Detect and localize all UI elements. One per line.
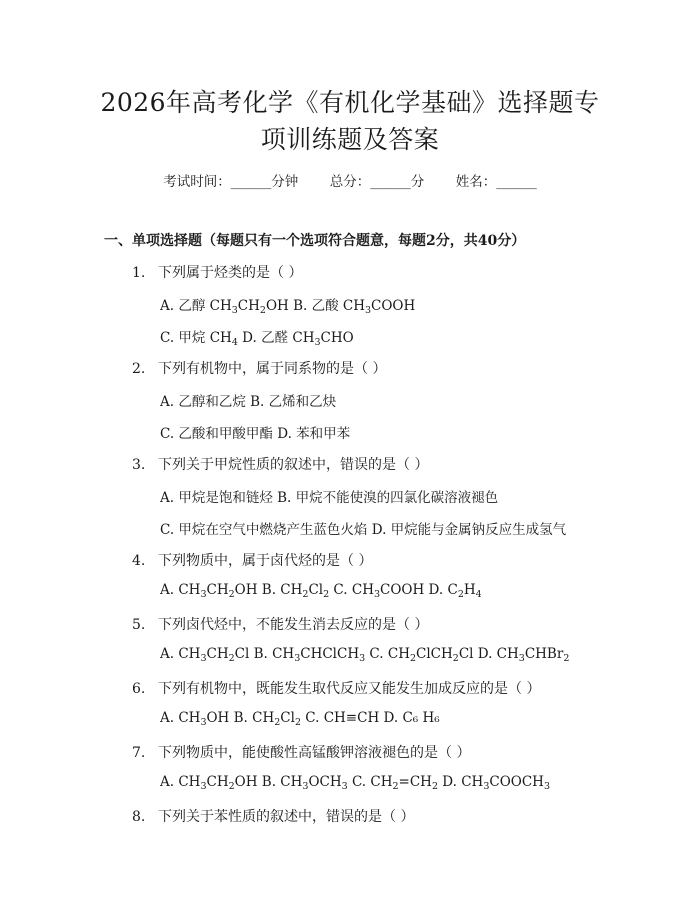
question-1 <box>132 262 302 282</box>
question-5 <box>132 614 428 634</box>
exam-info-line: 考试时间：______分钟 总分：______分 姓名：______ <box>163 174 537 190</box>
question-number: 7. <box>132 745 146 761</box>
question-4-options-row-1: A. $CH_3CH_2OH$ B. $CH_2Cl_2$ C. $CH_3COOH$ D. $C_2H_4$ <box>160 582 482 600</box>
question-number: 1. <box>132 265 146 281</box>
question-7 <box>132 742 470 762</box>
question-stem: 下列物质中，能使酸性高锰酸钾溶液褪色的是（ ） <box>158 745 471 761</box>
question-5-options-row-1: A. $CH_3CH_2Cl$ B. $CH_3CHClCH_3$ C. $CH_2ClCH_2Cl$ D. $CH_3CHBr_2$ <box>160 646 570 664</box>
question-stem: 下列关于苯性质的叙述中，错误的是（ ） <box>158 809 415 825</box>
question-6 <box>132 678 540 698</box>
question-stem: 下列关于甲烷性质的叙述中，错误的是（ ） <box>158 457 429 473</box>
question-3-options-row-2: C. 甲烷在空气中燃烧产生蓝色火焰 D. 甲烷能与金属钠反应生成氢气 <box>160 522 567 538</box>
question-1-options-row-2: C. 甲烷 $CH_4$ D. 乙醛 $CH_3CHO$ <box>160 330 354 348</box>
question-stem: 下列物质中，属于卤代烃的是（ ） <box>158 553 373 569</box>
question-number: 3. <box>132 457 146 473</box>
document-title-line-1: 2026年高考化学《有机化学基础》选择题专 <box>100 88 600 117</box>
question-1-options-row-1: A. 乙醇 $CH_3CH_2OH$ B. 乙酸 $CH_3COOH$ <box>160 298 416 316</box>
question-stem: 下列有机物中，既能发生取代反应又能发生加成反应的是（ ） <box>158 681 541 697</box>
question-stem: 下列属于烃类的是（ ） <box>158 265 303 281</box>
question-number: 8. <box>132 809 146 825</box>
question-3 <box>132 454 428 474</box>
question-number: 5. <box>132 617 146 633</box>
question-stem: 下列卤代烃中，不能发生消去反应的是（ ） <box>158 617 429 633</box>
question-3-options-row-1: A. 甲烷是饱和链烃 B. 甲烷不能使溴的四氯化碳溶液褪色 <box>160 490 499 506</box>
question-7-options-row-1: A. $CH_3CH_2OH$ B. $CH_3OCH_3$ C. $CH_2=CH_2$ D. $CH_3COOCH_3$ <box>160 774 550 792</box>
question-2-options-row-2: C. 乙酸和甲酸甲酯 D. 苯和甲苯 <box>160 426 351 442</box>
question-number: 6. <box>132 681 146 697</box>
question-stem: 下列有机物中，属于同系物的是（ ） <box>158 361 387 377</box>
question-number: 4. <box>132 553 146 569</box>
document-title-line-2: 项训练题及答案 <box>260 125 440 154</box>
question-number: 2. <box>132 361 146 377</box>
section-heading: 一、单项选择题（每题只有一个选项符合题意，每题2分，共40分） <box>104 233 526 249</box>
question-4 <box>132 550 372 570</box>
question-2-options-row-1: A. 乙醇和乙烷 B. 乙烯和乙炔 <box>160 394 337 410</box>
question-8 <box>132 806 414 826</box>
question-6-options-row-1: A. $CH_3OH$ B. $CH_2Cl_2$ C. CH≡CH D. C₆ H₆ <box>160 710 440 728</box>
question-2 <box>132 358 386 378</box>
